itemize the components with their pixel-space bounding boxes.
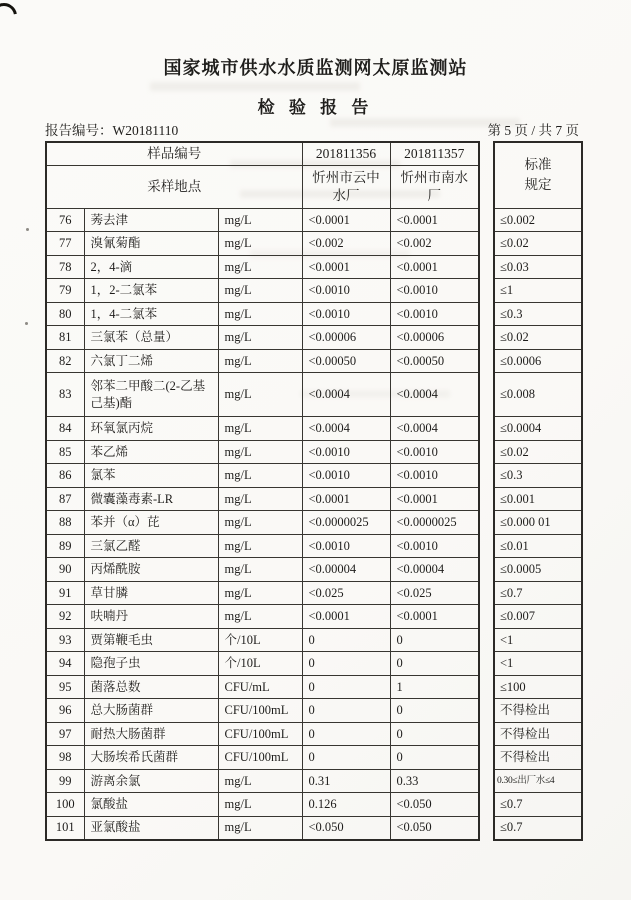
sample1-value: <0.0001 — [302, 255, 390, 279]
table-row — [46, 232, 479, 256]
sample1-value: <0.050 — [302, 816, 390, 840]
row-number: 85 — [46, 440, 84, 464]
parameter-name: 丙烯酰胺 — [84, 558, 218, 582]
standard-row — [494, 746, 582, 770]
table-row — [46, 628, 479, 652]
unit: mg/L — [218, 769, 302, 793]
results-rows — [46, 208, 479, 840]
unit: mg/L — [218, 558, 302, 582]
sample1-location: 忻州市云中水厂 — [302, 165, 390, 208]
parameter-name: 亚氯酸盐 — [84, 816, 218, 840]
scan-artifact — [150, 82, 360, 91]
table-row — [46, 769, 479, 793]
sample1-value: <0.0000025 — [302, 511, 390, 535]
standard-row — [494, 675, 582, 699]
row-number: 100 — [46, 793, 84, 817]
standard-value: ≤0.007 — [494, 605, 582, 629]
unit: mg/L — [218, 208, 302, 232]
unit: CFU/100mL — [218, 746, 302, 770]
sample2-value: 0 — [390, 746, 479, 770]
table-row — [46, 255, 479, 279]
sample2-value: <0.0001 — [390, 255, 479, 279]
table-row — [46, 558, 479, 582]
standard-value: 0.30≤出厂水≤4 — [494, 769, 582, 793]
sample1-number: 201811356 — [302, 142, 390, 165]
sample2-value: <0.0001 — [390, 208, 479, 232]
standard-value: ≤0.000 01 — [494, 511, 582, 535]
unit: 个/10L — [218, 628, 302, 652]
standard-row — [494, 440, 582, 464]
sample1-value: 0 — [302, 675, 390, 699]
sample2-value: 0 — [390, 628, 479, 652]
unit: mg/L — [218, 326, 302, 350]
row-number: 98 — [46, 746, 84, 770]
parameter-name: 游离余氯 — [84, 769, 218, 793]
sample2-value: <0.00006 — [390, 326, 479, 350]
page-indicator: 第 5 页 / 共 7 页 — [487, 123, 579, 138]
parameter-name: 贾第鞭毛虫 — [84, 628, 218, 652]
row-number: 91 — [46, 581, 84, 605]
row-number: 93 — [46, 628, 84, 652]
standard-value: <1 — [494, 652, 582, 676]
unit: mg/L — [218, 373, 302, 417]
table-row — [46, 746, 479, 770]
standard-value: <1 — [494, 628, 582, 652]
standard-value: ≤0.0004 — [494, 417, 582, 441]
row-number: 80 — [46, 302, 84, 326]
header-row-sample-no — [46, 142, 479, 165]
row-number: 90 — [46, 558, 84, 582]
table-row — [46, 487, 479, 511]
standard-value: ≤0.3 — [494, 302, 582, 326]
parameter-name: 1，2-二氯苯 — [84, 279, 218, 303]
row-number: 78 — [46, 255, 84, 279]
row-number: 95 — [46, 675, 84, 699]
table-row — [46, 464, 479, 488]
parameter-name: 草甘膦 — [84, 581, 218, 605]
parameter-name: 环氧氯丙烷 — [84, 417, 218, 441]
sample1-value: <0.025 — [302, 581, 390, 605]
unit: mg/L — [218, 464, 302, 488]
standard-value: ≤0.03 — [494, 255, 582, 279]
standard-row — [494, 464, 582, 488]
parameter-name: 耐热大肠菌群 — [84, 722, 218, 746]
standard-value: ≤0.008 — [494, 373, 582, 417]
sample1-value: <0.00006 — [302, 326, 390, 350]
sample2-value: <0.0001 — [390, 605, 479, 629]
table-row — [46, 793, 479, 817]
scan-speck — [26, 228, 29, 231]
sample-no-label: 样品编号 — [46, 142, 302, 165]
unit: mg/L — [218, 349, 302, 373]
row-number: 94 — [46, 652, 84, 676]
standard-label-text: 标准 规定 — [524, 157, 552, 193]
standards-header-row — [494, 142, 582, 208]
standard-row — [494, 208, 582, 232]
sample1-value: 0 — [302, 746, 390, 770]
standard-value: 不得检出 — [494, 699, 582, 723]
table-row — [46, 349, 479, 373]
standard-row — [494, 326, 582, 350]
parameter-name: 莠去津 — [84, 208, 218, 232]
sample2-number: 201811357 — [390, 142, 479, 165]
unit: mg/L — [218, 581, 302, 605]
table-row — [46, 581, 479, 605]
sample1-value: <0.0010 — [302, 440, 390, 464]
row-number: 83 — [46, 373, 84, 417]
standard-row — [494, 628, 582, 652]
unit: mg/L — [218, 511, 302, 535]
table-row — [46, 722, 479, 746]
parameter-name: 微囊藻毒素-LR — [84, 487, 218, 511]
standard-value: ≤0.02 — [494, 232, 582, 256]
parameter-name: 菌落总数 — [84, 675, 218, 699]
sample2-value: <0.0010 — [390, 279, 479, 303]
standard-row — [494, 769, 582, 793]
standard-row — [494, 652, 582, 676]
sample2-value: <0.002 — [390, 232, 479, 256]
standard-value: ≤100 — [494, 675, 582, 699]
report-number-value: W20181110 — [112, 123, 179, 138]
sample1-value: <0.0010 — [302, 534, 390, 558]
unit: CFU/100mL — [218, 699, 302, 723]
sample1-value: <0.0010 — [302, 279, 390, 303]
standard-row — [494, 581, 582, 605]
unit: mg/L — [218, 487, 302, 511]
table-row — [46, 534, 479, 558]
row-number: 99 — [46, 769, 84, 793]
unit: mg/L — [218, 279, 302, 303]
table-row — [46, 675, 479, 699]
row-number: 96 — [46, 699, 84, 723]
row-number: 84 — [46, 417, 84, 441]
table-row — [46, 208, 479, 232]
sample2-value: <0.050 — [390, 793, 479, 817]
parameter-name: 苯乙烯 — [84, 440, 218, 464]
standard-value: ≤0.3 — [494, 464, 582, 488]
standards-rows — [494, 208, 582, 840]
sample2-value: <0.0000025 — [390, 511, 479, 535]
parameter-name: 六氯丁二烯 — [84, 349, 218, 373]
sample1-value: 0 — [302, 652, 390, 676]
table-row — [46, 417, 479, 441]
table-row — [46, 302, 479, 326]
unit: mg/L — [218, 816, 302, 840]
sample1-value: <0.0010 — [302, 464, 390, 488]
header-row-location — [46, 165, 479, 208]
standards-table-header — [494, 142, 582, 208]
standard-row — [494, 816, 582, 840]
row-number: 81 — [46, 326, 84, 350]
standard-value: ≤0.7 — [494, 581, 582, 605]
sample1-value: 0 — [302, 722, 390, 746]
standard-value: ≤0.001 — [494, 487, 582, 511]
unit: mg/L — [218, 440, 302, 464]
standard-row — [494, 558, 582, 582]
parameter-name: 2，4-滴 — [84, 255, 218, 279]
unit: mg/L — [218, 605, 302, 629]
standard-row — [494, 534, 582, 558]
sample2-value: <0.0004 — [390, 373, 479, 417]
standard-value: ≤0.0006 — [494, 349, 582, 373]
scan-mark — [0, 0, 22, 34]
parameter-name: 氯苯 — [84, 464, 218, 488]
sample2-value: <0.025 — [390, 581, 479, 605]
standard-row — [494, 699, 582, 723]
standard-row — [494, 232, 582, 256]
standards-table — [493, 141, 583, 841]
sample2-value: 0 — [390, 652, 479, 676]
sample1-value: 0 — [302, 628, 390, 652]
org-title: 国家城市供水水质监测网太原监测站 — [163, 58, 468, 78]
table-row — [46, 440, 479, 464]
report-number-label: 报告编号： — [45, 123, 113, 138]
table-row — [46, 652, 479, 676]
standard-row — [494, 722, 582, 746]
standard-value: ≤0.7 — [494, 816, 582, 840]
standard-row — [494, 279, 582, 303]
parameter-name: 氯酸盐 — [84, 793, 218, 817]
standard-value: ≤1 — [494, 279, 582, 303]
standard-value: ≤0.0005 — [494, 558, 582, 582]
parameter-name: 邻苯二甲酸二(2-乙基己基)酯 — [84, 373, 218, 417]
tables-wrap — [45, 141, 583, 841]
standard-row — [494, 417, 582, 441]
row-number: 97 — [46, 722, 84, 746]
standard-row — [494, 793, 582, 817]
parameter-name: 1，4-二氯苯 — [84, 302, 218, 326]
sample2-value: <0.0004 — [390, 417, 479, 441]
table-row — [46, 605, 479, 629]
standard-row — [494, 373, 582, 417]
row-number: 77 — [46, 232, 84, 256]
sample2-value: 0 — [390, 722, 479, 746]
unit: mg/L — [218, 302, 302, 326]
sample2-value: <0.0001 — [390, 487, 479, 511]
standard-row — [494, 349, 582, 373]
unit: mg/L — [218, 255, 302, 279]
sample1-value: <0.00050 — [302, 349, 390, 373]
row-number: 76 — [46, 208, 84, 232]
sample1-value: <0.0001 — [302, 487, 390, 511]
sample2-value: <0.050 — [390, 816, 479, 840]
standard-value: ≤0.02 — [494, 326, 582, 350]
sample2-value: <0.0010 — [390, 440, 479, 464]
sample1-value: <0.0010 — [302, 302, 390, 326]
unit: mg/L — [218, 417, 302, 441]
standard-value: 不得检出 — [494, 746, 582, 770]
standard-value: ≤0.7 — [494, 793, 582, 817]
parameter-name: 隐孢子虫 — [84, 652, 218, 676]
sample2-value: 1 — [390, 675, 479, 699]
sample2-value: <0.00004 — [390, 558, 479, 582]
parameter-name: 溴氰菊酯 — [84, 232, 218, 256]
standard-value: ≤0.002 — [494, 208, 582, 232]
standard-row — [494, 605, 582, 629]
unit: mg/L — [218, 232, 302, 256]
standard-label — [494, 142, 582, 208]
sample2-value: <0.00050 — [390, 349, 479, 373]
sample1-value: 0 — [302, 699, 390, 723]
standard-row — [494, 302, 582, 326]
row-number: 87 — [46, 487, 84, 511]
table-row — [46, 699, 479, 723]
row-number: 92 — [46, 605, 84, 629]
table-row — [46, 373, 479, 417]
table-row — [46, 326, 479, 350]
standard-row — [494, 487, 582, 511]
standard-row — [494, 255, 582, 279]
report-number — [45, 119, 178, 139]
sample1-value: <0.002 — [302, 232, 390, 256]
sample2-value: <0.0010 — [390, 534, 479, 558]
unit: 个/10L — [218, 652, 302, 676]
results-table-header — [46, 142, 479, 208]
sample1-value: <0.0004 — [302, 417, 390, 441]
sample2-value: <0.0010 — [390, 464, 479, 488]
report-title: 检 验 报 告 — [257, 98, 374, 117]
location-label: 采样地点 — [46, 165, 302, 208]
parameter-name: 大肠埃希氏菌群 — [84, 746, 218, 770]
parameter-name: 苯并（α）芘 — [84, 511, 218, 535]
standard-value: 不得检出 — [494, 722, 582, 746]
sample1-value: <0.0001 — [302, 208, 390, 232]
unit: CFU/mL — [218, 675, 302, 699]
sample2-location: 忻州市南水厂 — [390, 165, 479, 208]
sample1-value: 0.126 — [302, 793, 390, 817]
report-meta-line — [45, 119, 579, 139]
table-row — [46, 511, 479, 535]
unit: mg/L — [218, 534, 302, 558]
row-number: 88 — [46, 511, 84, 535]
unit: CFU/100mL — [218, 722, 302, 746]
table-row — [46, 279, 479, 303]
row-number: 82 — [46, 349, 84, 373]
parameter-name: 三氯乙醛 — [84, 534, 218, 558]
sample1-value: 0.31 — [302, 769, 390, 793]
parameter-name: 三氯苯（总量） — [84, 326, 218, 350]
sample1-value: <0.00004 — [302, 558, 390, 582]
parameter-name: 总大肠菌群 — [84, 699, 218, 723]
parameter-name: 呋喃丹 — [84, 605, 218, 629]
standard-value: ≤0.01 — [494, 534, 582, 558]
row-number: 86 — [46, 464, 84, 488]
standard-value: ≤0.02 — [494, 440, 582, 464]
sample2-value: 0.33 — [390, 769, 479, 793]
row-number: 79 — [46, 279, 84, 303]
standard-row — [494, 511, 582, 535]
row-number: 101 — [46, 816, 84, 840]
sample1-value: <0.0001 — [302, 605, 390, 629]
sample2-value: <0.0010 — [390, 302, 479, 326]
row-number: 89 — [46, 534, 84, 558]
table-row — [46, 816, 479, 840]
results-table — [45, 141, 480, 841]
sample1-value: <0.0004 — [302, 373, 390, 417]
scan-speck — [25, 322, 28, 325]
sample2-value: 0 — [390, 699, 479, 723]
unit: mg/L — [218, 793, 302, 817]
